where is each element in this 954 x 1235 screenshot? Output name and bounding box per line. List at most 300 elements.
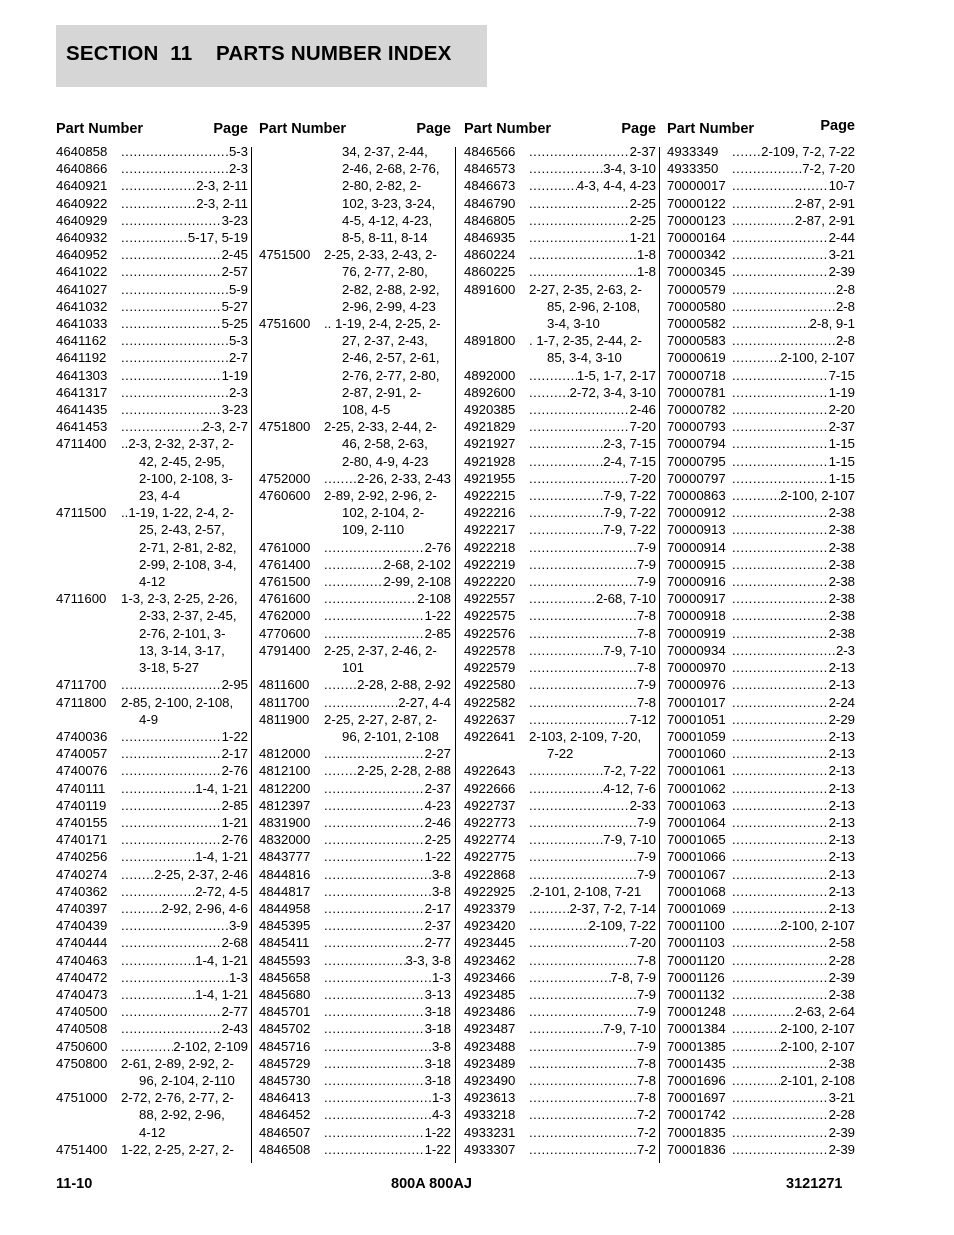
part-number: 4891800 — [464, 333, 516, 349]
leader-dots — [732, 401, 829, 418]
page-reference: 3-18 — [424, 1055, 451, 1071]
page-reference: 2-38 — [828, 522, 855, 538]
index-entry — [464, 1106, 656, 1123]
leader-dots — [324, 1072, 425, 1089]
leader-dots — [732, 556, 829, 573]
index-entry — [667, 694, 855, 711]
part-number: 4923487 — [464, 1021, 516, 1037]
part-number: 4812000 — [259, 746, 311, 762]
part-number: 4740463 — [56, 952, 108, 968]
part-number: 4751500 — [259, 247, 311, 263]
page-reference: 3-8 — [431, 883, 451, 899]
page-reference: . 1-7, 2-35, 2-44, 2- — [529, 333, 642, 349]
leader-dots — [529, 1003, 637, 1020]
page-reference: 1-5, 1-7, 2-17 — [576, 367, 656, 383]
page-reference: 7-9, 7-10 — [603, 832, 656, 848]
page-reference: 2-8, 9-1 — [809, 316, 855, 332]
page-reference: 2-109, 7-22 — [588, 918, 656, 934]
part-number: 4923485 — [464, 986, 516, 1002]
page-reference: 2-27, 2-35, 2-63, 2- — [529, 281, 642, 297]
index-entry — [259, 1072, 451, 1089]
index-entry — [56, 831, 248, 848]
page-reference: 2-13 — [828, 797, 855, 813]
page-reference: ..2-3, 2-32, 2-37, 2- — [121, 436, 234, 452]
page-reference: 27, 2-37, 2-43, — [342, 333, 428, 349]
leader-dots — [732, 607, 829, 624]
leader-dots — [121, 676, 222, 693]
part-number: 4921928 — [464, 453, 516, 469]
page-reference: 1-22, 2-25, 2-27, 2- — [121, 1141, 234, 1157]
page-reference: 5-17, 5-19 — [187, 230, 248, 246]
page-reference: 2-38 — [828, 505, 855, 521]
page-reference: 7-12 — [629, 711, 656, 727]
page-reference: 2-71, 2-81, 2-82, — [139, 539, 237, 555]
leader-dots — [121, 797, 222, 814]
part-number: 70001059 — [667, 728, 726, 744]
part-number: 4760600 — [259, 488, 311, 504]
page-reference: 7-8 — [636, 660, 656, 676]
part-number: 4922557 — [464, 591, 516, 607]
page-reference: 2-61, 2-89, 2-92, 2- — [121, 1055, 234, 1071]
index-entry — [464, 470, 656, 487]
page-reference: 1-22 — [424, 608, 451, 624]
part-number: 4845702 — [259, 1021, 311, 1037]
leader-dots — [732, 1106, 829, 1123]
part-number: 70000970 — [667, 660, 726, 676]
index-entry — [464, 160, 656, 177]
part-number: 4740256 — [56, 849, 108, 865]
page-reference: 2-3, 2-7 — [202, 419, 248, 435]
page-reference: 4-3 — [431, 1107, 451, 1123]
leader-dots — [121, 246, 222, 263]
part-number: 4922925 — [464, 883, 516, 899]
index-entry — [667, 831, 855, 848]
index-entry — [464, 504, 656, 521]
part-number: 70001103 — [667, 935, 725, 951]
page-reference: 2-7 — [228, 350, 248, 366]
index-entry — [464, 229, 656, 246]
page-reference: 2-96, 2-99, 4-23 — [342, 298, 436, 314]
page-reference: 85, 3-4, 3-10 — [547, 350, 622, 366]
page-reference: 2-99, 2-108 — [383, 574, 451, 590]
index-entry — [259, 814, 451, 831]
leader-dots — [324, 1055, 425, 1072]
leader-dots — [324, 676, 357, 693]
leader-dots — [324, 556, 384, 573]
part-number: 4845730 — [259, 1072, 311, 1088]
index-entry — [56, 900, 248, 917]
page-reference: 2-68 — [221, 935, 248, 951]
leader-dots — [529, 573, 637, 590]
page-reference: 1-15 — [828, 453, 855, 469]
part-number: 4832000 — [259, 832, 311, 848]
page-reference: 2-77 — [221, 1004, 248, 1020]
leader-dots — [324, 952, 406, 969]
part-number: 4891600 — [464, 281, 516, 297]
leader-dots — [529, 195, 630, 212]
page-reference: 1-3 — [431, 1090, 451, 1106]
part-number: 4922775 — [464, 849, 516, 865]
leader-dots — [529, 780, 603, 797]
index-entry — [464, 866, 656, 883]
index-entry — [464, 780, 656, 797]
index-entry — [259, 986, 451, 1003]
index-entry — [259, 745, 451, 762]
part-number-header: Part Number — [56, 121, 144, 137]
page-reference: 1-22 — [221, 728, 248, 744]
part-number: 4844958 — [259, 900, 311, 916]
page-reference: 2-46, 2-68, 2-76, — [342, 161, 440, 177]
index-entry — [259, 625, 451, 642]
page-reference: 2-25, 2-37, 2-46 — [154, 866, 248, 882]
index-entry — [464, 453, 656, 470]
part-number: 4845680 — [259, 986, 311, 1002]
leader-dots — [121, 263, 222, 280]
index-entry — [464, 762, 656, 779]
part-number: 4923445 — [464, 935, 516, 951]
leader-dots — [324, 969, 432, 986]
page-reference: 2-43 — [221, 1021, 248, 1037]
page-reference: 2-87, 2-91, 2- — [342, 384, 422, 400]
part-number: 70000797 — [667, 470, 726, 486]
page-reference: 2-82, 2-88, 2-92, — [342, 281, 440, 297]
leader-dots — [121, 762, 222, 779]
page-reference: 2-8 — [835, 333, 855, 349]
index-entry — [56, 349, 248, 366]
part-number: 4640932 — [56, 230, 108, 246]
leader-dots — [529, 160, 603, 177]
index-entry — [464, 263, 656, 280]
index-entry — [464, 831, 656, 848]
part-number: 70000580 — [667, 298, 726, 314]
leader-dots — [732, 487, 780, 504]
page-reference: 2-100, 2-107 — [780, 918, 855, 934]
page-reference: 2-17 — [424, 900, 451, 916]
leader-dots — [529, 1106, 637, 1123]
page-reference: 1-4, 1-21 — [195, 780, 248, 796]
index-entry — [259, 539, 451, 556]
index-entry — [464, 1038, 656, 1055]
page-reference: 46, 2-58, 2-63, — [342, 436, 428, 452]
page-reference: 7-9, 7-22 — [603, 488, 656, 504]
part-number: 4922580 — [464, 677, 516, 693]
page-reference: 2-28 — [828, 952, 855, 968]
part-number: 4922582 — [464, 694, 516, 710]
part-number: 70001836 — [667, 1141, 726, 1157]
index-entry — [56, 883, 248, 900]
page-reference: 2-85 — [221, 797, 248, 813]
index-entry — [56, 332, 248, 349]
leader-dots — [732, 780, 829, 797]
page-reference: 7-22 — [547, 746, 574, 762]
page-reference: 2-87, 2-91 — [794, 212, 855, 228]
index-entry — [259, 866, 451, 883]
leader-dots — [121, 814, 222, 831]
leader-dots — [732, 1038, 780, 1055]
page-reference: 7-20 — [629, 470, 656, 486]
page-reference: 7-8 — [636, 1055, 656, 1071]
page-reference: 3-18 — [424, 1021, 451, 1037]
part-number: 4641027 — [56, 281, 108, 297]
leader-dots — [529, 1038, 637, 1055]
page-reference: 23, 4-4 — [139, 488, 181, 504]
page-reference: 2-38 — [828, 574, 855, 590]
part-number: 4740362 — [56, 883, 108, 899]
index-rows — [259, 143, 451, 1158]
index-entry — [667, 573, 855, 590]
index-entry — [464, 676, 656, 693]
index-entry — [259, 1089, 451, 1106]
index-entry — [464, 969, 656, 986]
leader-dots — [529, 590, 596, 607]
part-number: 4752000 — [259, 470, 311, 486]
page-reference: 2-38 — [828, 539, 855, 555]
part-number: 4740397 — [56, 900, 108, 916]
page-header: Page — [416, 121, 451, 137]
leader-dots — [732, 659, 829, 676]
part-number: 4921927 — [464, 436, 516, 452]
leader-dots — [732, 952, 829, 969]
part-number: 4641162 — [56, 333, 107, 349]
part-number: 4761500 — [259, 574, 311, 590]
index-entry — [56, 367, 248, 384]
page-reference: 2-39 — [828, 264, 855, 280]
part-number: 4846413 — [259, 1090, 311, 1106]
part-number: 70001066 — [667, 849, 726, 865]
part-number: 4860224 — [464, 247, 516, 263]
leader-dots — [529, 143, 630, 160]
part-number: 4922576 — [464, 625, 516, 641]
part-number: 4844817 — [259, 883, 311, 899]
leader-dots — [732, 298, 836, 315]
leader-dots — [324, 797, 425, 814]
part-number: 70000582 — [667, 316, 726, 332]
page-reference: 1-22 — [424, 849, 451, 865]
leader-dots — [121, 780, 195, 797]
part-number: 4846566 — [464, 144, 516, 159]
footer-doc-number: 3121271 — [786, 1176, 843, 1192]
index-entry — [259, 952, 451, 969]
part-number: 70001051 — [667, 711, 726, 727]
leader-dots — [529, 625, 637, 642]
part-number: 70001068 — [667, 883, 726, 899]
part-number: 4740111 — [56, 780, 106, 796]
page-reference: 1-4, 1-21 — [195, 952, 248, 968]
page-reference: 1-8 — [636, 264, 656, 280]
part-number: 4933350 — [667, 161, 719, 177]
index-rows — [56, 143, 248, 1158]
index-entry — [464, 659, 656, 676]
part-number: 70001384 — [667, 1021, 726, 1037]
page-reference: 5-27 — [221, 298, 248, 314]
leader-dots — [121, 917, 229, 934]
part-number: 4740274 — [56, 866, 108, 882]
page-reference: 2-25 — [629, 195, 656, 211]
page-reference: 2-46 — [424, 814, 451, 830]
index-entry — [259, 831, 451, 848]
leader-dots — [529, 917, 589, 934]
page-reference: 3-4, 3-10 — [547, 316, 600, 332]
index-entry — [667, 435, 855, 452]
page-reference: 2-24 — [828, 694, 855, 710]
page-reference: 2-45 — [221, 247, 248, 263]
index-entry — [56, 762, 248, 779]
leader-dots — [324, 1106, 432, 1123]
page-reference: 2-33, 2-37, 2-45, — [139, 608, 237, 624]
part-number: 4921955 — [464, 470, 516, 486]
page-reference: 109, 2-110 — [342, 522, 405, 538]
part-number: 4751000 — [56, 1090, 108, 1106]
index-entry — [464, 521, 656, 538]
part-number: 4831900 — [259, 814, 311, 830]
index-entry — [259, 917, 451, 934]
leader-dots — [529, 177, 577, 194]
part-number: 4751400 — [56, 1141, 108, 1157]
page-reference: 1-21 — [221, 814, 248, 830]
page-reference: 2-25, 2-28, 2-88 — [357, 763, 451, 779]
page-reference: 7-2, 7-20 — [802, 161, 855, 177]
leader-dots — [324, 900, 425, 917]
page-reference: 2-99, 2-108, 3-4, — [139, 556, 237, 572]
part-number: 70000342 — [667, 247, 726, 263]
leader-dots — [121, 986, 195, 1003]
part-number: 4641435 — [56, 402, 108, 418]
index-entry — [464, 1141, 656, 1158]
index-entry — [667, 900, 855, 917]
part-number-header: Part Number — [667, 121, 755, 137]
index-entry — [56, 384, 248, 401]
index-entry — [259, 590, 451, 607]
index-entry — [667, 1106, 855, 1123]
part-number: 4812397 — [259, 797, 311, 813]
leader-dots — [121, 1038, 173, 1055]
page-reference: 13, 3-14, 3-17, — [139, 642, 225, 658]
leader-dots — [324, 1003, 425, 1020]
page-reference: 7-8, 7-9 — [610, 969, 656, 985]
part-number: 70000795 — [667, 453, 726, 469]
part-number: 4846673 — [464, 178, 516, 194]
index-entry — [667, 1089, 855, 1106]
page-reference: .. 1-19, 2-4, 2-25, 2- — [324, 316, 441, 332]
page-reference: 3-23 — [221, 402, 248, 418]
leader-dots — [732, 435, 829, 452]
footer-model: 800A 800AJ — [391, 1176, 472, 1192]
part-number: 4923490 — [464, 1072, 516, 1088]
page-reference: 2-3, 2-11 — [196, 195, 248, 211]
index-entry — [667, 745, 855, 762]
part-number: 4641453 — [56, 419, 108, 435]
index-entry — [464, 143, 656, 160]
index-entry — [56, 281, 248, 298]
leader-dots — [732, 1003, 795, 1020]
index-entry — [56, 969, 248, 986]
part-number: 4711700 — [56, 677, 107, 693]
page-reference: 2-100, 2-107 — [780, 488, 855, 504]
leader-dots — [529, 711, 630, 728]
leader-dots — [529, 539, 637, 556]
index-entry — [464, 1089, 656, 1106]
page-reference: 2-72, 4-5 — [195, 883, 248, 899]
leader-dots — [732, 160, 802, 177]
part-number: 4761000 — [259, 539, 311, 555]
part-number: 4922215 — [464, 488, 516, 504]
leader-dots — [529, 676, 637, 693]
index-entry — [667, 607, 855, 624]
index-entry — [259, 797, 451, 814]
part-number: 4844816 — [259, 866, 311, 882]
leader-dots — [732, 349, 780, 366]
part-number: 70001742 — [667, 1107, 726, 1123]
page-reference: 2-3, 2-11 — [196, 178, 248, 194]
index-entry — [259, 762, 451, 779]
page-reference: 2-13 — [828, 763, 855, 779]
page-reference: 34, 2-37, 2-44, — [342, 144, 428, 159]
page-reference: 3-3, 3-8 — [405, 952, 451, 968]
part-number: 4740171 — [56, 832, 108, 848]
page-reference: 2-4, 7-15 — [603, 453, 656, 469]
index-entry — [56, 934, 248, 951]
part-number: 4770600 — [259, 625, 311, 641]
index-entry — [464, 435, 656, 452]
page-reference: 2-63, 2-64 — [794, 1004, 855, 1020]
part-number: 4740119 — [56, 797, 107, 813]
leader-dots — [121, 349, 229, 366]
page-reference: 8-5, 8-11, 8-14 — [342, 230, 428, 246]
part-number: 70000917 — [667, 591, 726, 607]
page-reference: 3-23 — [221, 212, 248, 228]
page-reference: 85, 2-96, 2-108, — [547, 298, 641, 314]
index-entry — [667, 367, 855, 384]
page-reference: 2-25, 2-37, 2-46, 2- — [324, 642, 437, 658]
leader-dots — [529, 659, 637, 676]
leader-dots — [324, 883, 432, 900]
page-reference: 4-23 — [424, 797, 451, 813]
index-entry — [56, 263, 248, 280]
part-number: 4751800 — [259, 419, 311, 435]
page-reference: 2-13 — [828, 780, 855, 796]
leader-dots — [121, 177, 196, 194]
part-number: 70000123 — [667, 212, 726, 228]
part-number: 70001132 — [667, 986, 725, 1002]
leader-dots — [529, 831, 603, 848]
index-entry — [667, 281, 855, 298]
page-reference: 2-46, 2-57, 2-61, — [342, 350, 440, 366]
page-reference: 7-20 — [629, 935, 656, 951]
page-reference: 1-4, 1-21 — [195, 986, 248, 1002]
leader-dots — [529, 556, 637, 573]
part-number: 70000934 — [667, 642, 726, 658]
part-number-header: Part Number — [259, 121, 347, 137]
index-column-4 — [667, 118, 855, 1157]
index-entry — [259, 315, 451, 418]
page-reference: 1-4, 1-21 — [195, 849, 248, 865]
page-reference: 2-38 — [828, 625, 855, 641]
leader-dots — [732, 1072, 780, 1089]
index-entry — [56, 212, 248, 229]
part-number: 4641317 — [56, 384, 108, 400]
index-entry — [56, 1055, 248, 1089]
index-entry — [667, 986, 855, 1003]
page-reference: 2-72, 3-4, 3-10 — [569, 384, 656, 400]
index-entry — [56, 418, 248, 435]
index-entry — [667, 298, 855, 315]
page-reference: 3-13 — [424, 986, 451, 1002]
index-entry — [56, 504, 248, 590]
part-number: 4933231 — [464, 1124, 516, 1140]
leader-dots — [732, 642, 836, 659]
leader-dots — [529, 367, 577, 384]
leader-dots — [732, 745, 829, 762]
